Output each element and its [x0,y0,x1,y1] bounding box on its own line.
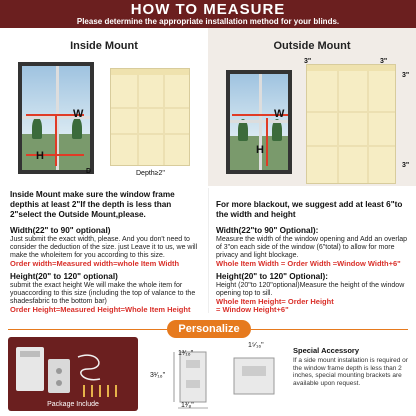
outside-width-rule: Whole Item Width = Order Width =Window Width+6" [216,259,401,268]
outside-blind-illustration [306,64,396,184]
inside-height-text: submit the exact height We will make the whole item for youaccording to this size (including the top of valance to the shadesfabric to the bottom bar) [10,282,196,305]
outside-mount-text [216,200,410,314]
package-contents-icon [8,339,138,401]
inside-blind-illustration [110,68,190,166]
bracket-dim-4: 1³⁄₈" [181,402,194,409]
bracket-dim-3: 3¹⁄₁₆" [150,372,166,379]
outside-mount-panel [208,28,416,186]
inside-width-heading: Width(22" to 90" optional) [10,226,111,235]
personalize-badge: Personalize [167,320,251,338]
page-title: HOW TO MEASURE [130,1,286,18]
outside-margin-right-top: 3" [402,72,410,79]
header-banner [0,0,416,28]
bracket-diagram-icon [148,338,288,414]
page-subtitle: Please determine the appropriate installation method for your blinds. [76,17,340,26]
inside-width-rule: Order width=Measured width=whole Item Width [10,259,180,268]
outside-width-text: Measure the width of the window opening and Add an overlap of 3"on each side of the window (6"total) to allow for more privacy and light blockage. [216,236,408,259]
outside-margin-top-left: 3" [304,58,312,65]
column-divider [208,188,209,313]
outside-w-label: W [274,108,285,120]
outside-window-illustration [226,70,292,174]
outside-width-heading: Width(22"to 90" Optional): [216,226,319,235]
outside-mount-title: Outside Mount [273,40,351,52]
outside-height-text: Height (20"to 120"optional)Measure the height of the window opening top to sill. [216,282,405,297]
personalize-line-left [8,329,167,330]
package-include-box [8,337,138,411]
outside-h-label: H [256,144,264,156]
inside-w-label: W [73,108,84,120]
inside-mount-text [10,190,204,314]
outside-margin-top-right: 3" [380,58,388,65]
outside-height-rule-1: Whole Item Height= Order Height [216,297,334,306]
inside-height-heading: Height(20" to 120" optional) [10,272,118,281]
inside-h-label: H [36,150,44,162]
outside-height-heading: Height(20" to 120" Optional): [216,272,328,281]
inside-width-text: Just submit the exact width, please. And you don't need to consider the deduction of the size. just Leave it to us, we will make the wholeitem for you according to this size. [10,236,198,259]
inside-mount-panel [0,28,208,186]
package-include-label: Package Include [47,401,99,408]
outside-margin-right-bottom: 3" [402,162,410,169]
inside-depth-label: Depth≥2" [136,170,165,177]
bracket-dim-1: 1⁵⁄₁₆" [248,342,264,349]
inside-height-rule: Order Height=Measured Height=Whole Item Height [10,305,191,314]
inside-height-arrow [55,116,57,166]
inside-intro: Inside Mount make sure the window frame depthis at least 2"If the depth is less than 2"select the Outside Mount,please. [10,190,175,219]
accessory-title: Special Accessory [293,346,360,355]
outside-height-arrow [266,118,268,166]
bracket-dim-2: 1³⁄₁₆" [178,350,194,357]
outside-intro: For more blackout, we suggest add at least 6"to the width and height [216,200,403,219]
accessory-text: If a side mount installation is required or the window frame depth is less than 2 inches, special mounting brackets are available upon request. [293,357,408,387]
personalize-line-right [251,329,408,330]
inside-mount-title: Inside Mount [70,40,138,52]
inside-d-label: D [86,168,92,175]
outside-height-rule-2: = Window Height+6" [216,305,289,314]
